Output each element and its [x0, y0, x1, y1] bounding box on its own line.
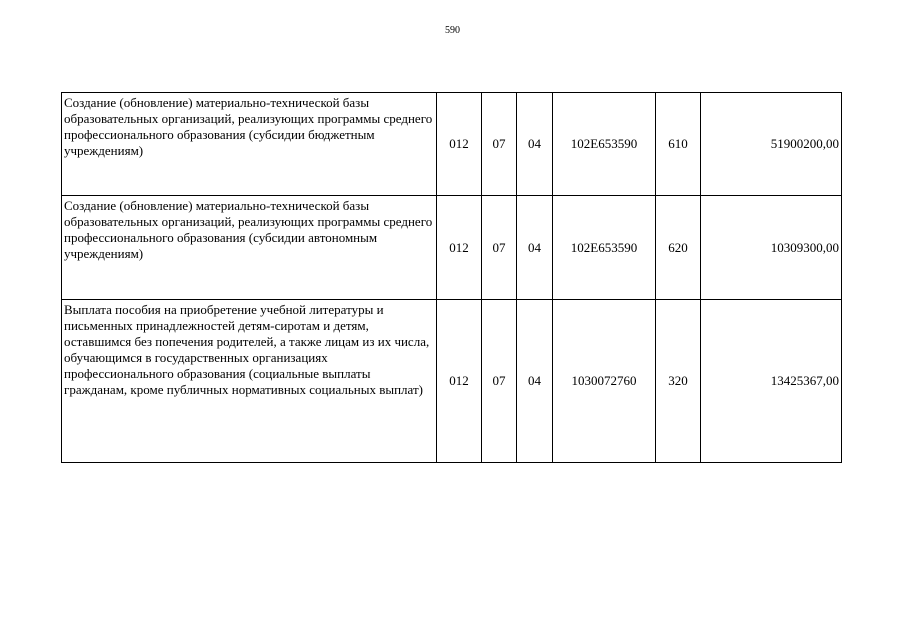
table-row	[62, 300, 842, 463]
subsection-code-cell: 04	[517, 300, 553, 463]
expense-name-cell: Создание (обновление) материально-технической базы образовательных организаций, реализующих программы среднего профессионального образования (субсидии бюджетным учреждениям)	[62, 93, 437, 196]
table-row	[62, 196, 842, 300]
section-code-cell: 07	[482, 196, 517, 300]
budget-table	[61, 92, 842, 463]
amount-cell: 51900200,00	[701, 93, 842, 196]
ministry-code-cell: 012	[437, 300, 482, 463]
target-article-cell: 102Е653590	[553, 196, 656, 300]
amount-cell: 10309300,00	[701, 196, 842, 300]
section-code-cell: 07	[482, 300, 517, 463]
ministry-code-cell: 012	[437, 196, 482, 300]
expense-type-cell: 620	[656, 196, 701, 300]
page-number: 590	[445, 25, 460, 36]
table-row	[62, 93, 842, 196]
expense-name-cell: Выплата пособия на приобретение учебной литературы и письменных принадлежностей детям-сиротам и детям, оставшимся без попечения родителей, а также лицам из их числа, обучающимся в государственных организациях профессионального образования (социальные выплаты гражданам, кроме публичных нормативных социальных выплат)	[62, 300, 437, 463]
subsection-code-cell: 04	[517, 196, 553, 300]
target-article-cell: 1030072760	[553, 300, 656, 463]
section-code-cell: 07	[482, 93, 517, 196]
subsection-code-cell: 04	[517, 93, 553, 196]
ministry-code-cell: 012	[437, 93, 482, 196]
amount-cell: 13425367,00	[701, 300, 842, 463]
expense-type-cell: 610	[656, 93, 701, 196]
expense-type-cell: 320	[656, 300, 701, 463]
expense-name-cell: Создание (обновление) материально-технической базы образовательных организаций, реализующих программы среднего профессионального образования (субсидии автономным учреждениям)	[62, 196, 437, 300]
target-article-cell: 102Е653590	[553, 93, 656, 196]
